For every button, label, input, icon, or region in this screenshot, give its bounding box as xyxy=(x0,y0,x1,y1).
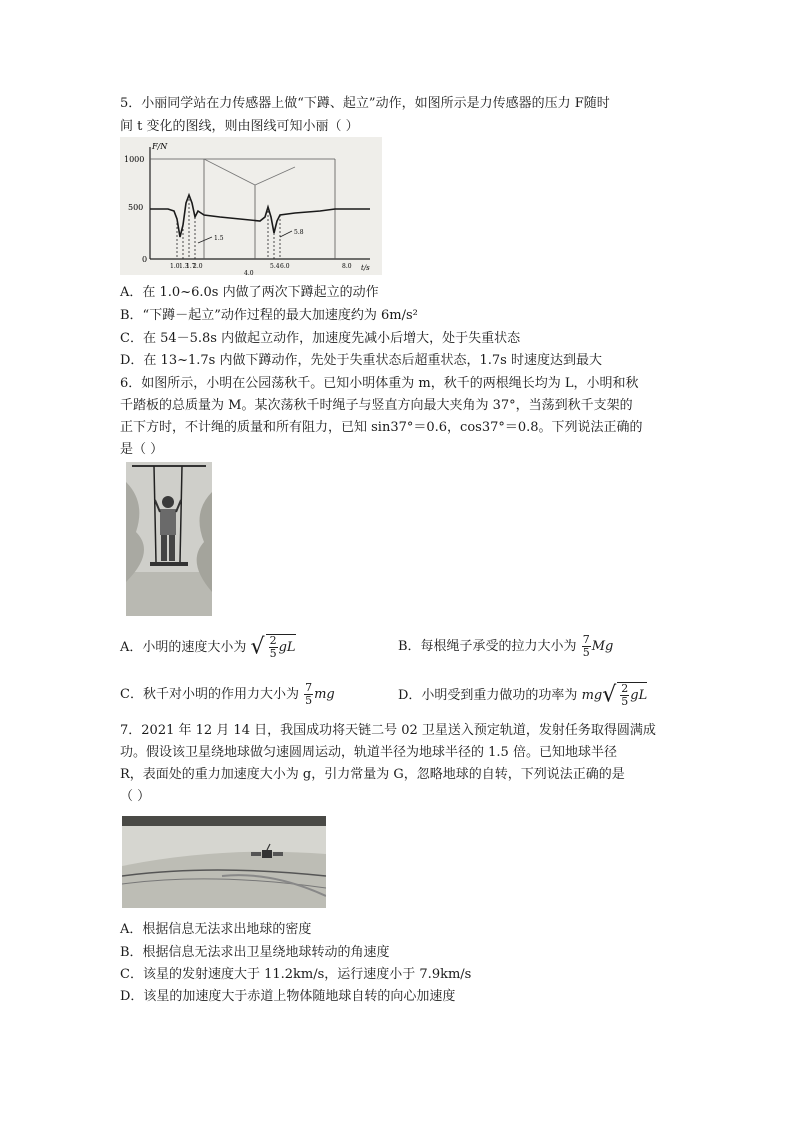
x-tick-6.0: 6.0 xyxy=(280,263,290,270)
y-tick-500: 500 xyxy=(128,203,144,212)
q7-stem-line3: R，表面处的重力加速度大小为 g，引力常量为 G，忽略地球的自转，下列说法正确的是 xyxy=(120,767,625,782)
x-tick-5.4: 5.4 xyxy=(270,263,280,270)
q6-stem-line2: 千踏板的总质量为 M。某次荡秋千时绳子与竖直方向最大夹角为 37°，当荡到秋千支架的 xyxy=(120,398,633,413)
q5-stem-line1: 5．小丽同学站在力传感器上做“下蹲、起立”动作，如图所示是力传感器的压力 F随时 xyxy=(120,96,610,111)
swing-photo xyxy=(126,462,212,616)
x-tick-8.0: 8.0 xyxy=(342,263,352,270)
q6-option-d[interactable]: D．小明受到重力做功的功率为 mg√ $\frac{2}{5}$ gL xyxy=(398,682,648,708)
x-tick-1.7: 1.7 xyxy=(186,263,196,270)
q6-option-b[interactable]: B．每根绳子承受的拉力大小为 $\frac{7}{5}$ Mg xyxy=(398,633,614,659)
q6-stem-line1: 6．如图所示，小明在公园荡秋千。已知小明体重为 m，秋千的两根绳长均为 L，小明和秋 xyxy=(120,376,639,391)
x-tick-4.0: 4.0 xyxy=(244,270,254,275)
x-tick-5.8: 5.8 xyxy=(294,229,304,236)
q5-option-d[interactable]: D．在 13~1.7s 内做下蹲动作，先处于失重状态后超重状态，1.7s 时速度达到最大 xyxy=(120,353,602,368)
x-tick-1.5: 1.5 xyxy=(214,235,224,242)
q6-option-d-text: D．小明受到重力做功的功率为 xyxy=(398,688,578,703)
sqrt-icon: √ xyxy=(250,634,265,660)
q5-option-c[interactable]: C．在 54－5.8s 内做起立动作，加速度先减小后增大，处于失重状态 xyxy=(120,331,521,346)
q7-option-a[interactable]: A．根据信息无法求出地球的密度 xyxy=(120,922,312,937)
q7-stem-line4: （ ） xyxy=(120,789,151,804)
q6-option-b-text: B．每根绳子承受的拉力大小为 xyxy=(398,639,577,654)
q6-option-c[interactable]: C．秋千对小明的作用力大小为 $\frac{7}{5}$ mg xyxy=(120,681,335,707)
sqrt-icon: √ xyxy=(602,682,617,708)
q6-option-a-text: A．小明的速度大小为 xyxy=(120,640,247,655)
q7-option-b[interactable]: B．根据信息无法求出卫星绕地球转动的角速度 xyxy=(120,945,390,960)
q6-stem-line3: 正下方时，不计绳的质量和所有阻力，已知 sin37°＝0.6，cos37°＝0.8。下列说法正确的 xyxy=(120,420,643,435)
x-axis-label: t/s xyxy=(361,264,370,272)
x-tick-1.3: 1.3 xyxy=(179,263,189,270)
q5-stem-line2: 间 t 变化的图线，则由图线可知小丽（ ） xyxy=(120,119,359,134)
q6-stem-line4: 是（ ） xyxy=(120,442,164,457)
y-axis-label: F/N xyxy=(152,142,168,151)
q7-option-c[interactable]: C．该星的发射速度大于 11.2km/s，运行速度小于 7.9km/s xyxy=(120,967,472,982)
q7-stem-line2: 功。假设该卫星绕地球做匀速圆周运动，轨道半径为地球半径的 1.5 倍。已知地球半径 xyxy=(120,745,617,760)
x-tick-1.0: 1.0 xyxy=(170,263,180,270)
q5-force-graph xyxy=(120,137,382,275)
y-tick-0: 0 xyxy=(142,255,148,264)
y-tick-1000: 1000 xyxy=(124,155,145,164)
q5-option-a[interactable]: A．在 1.0~6.0s 内做了两次下蹲起立的动作 xyxy=(120,285,379,300)
q7-stem-line1: 7．2021 年 12 月 14 日，我国成功将天链二号 02 卫星送入预定轨道，发射任务取得圆满成 xyxy=(120,723,656,738)
q5-option-b[interactable]: B．“下蹲－起立”动作过程的最大加速度约为 6m/s² xyxy=(120,308,418,323)
satellite-photo xyxy=(122,816,326,908)
x-tick-2.0: 2.0 xyxy=(193,263,203,270)
q6-option-c-text: C．秋千对小明的作用力大小为 xyxy=(120,687,299,702)
q6-option-a[interactable]: A．小明的速度大小为 √ $\frac{2}{5}$ gL xyxy=(120,634,296,660)
q7-option-d[interactable]: D．该星的加速度大于赤道上物体随地球自转的向心加速度 xyxy=(120,989,456,1004)
